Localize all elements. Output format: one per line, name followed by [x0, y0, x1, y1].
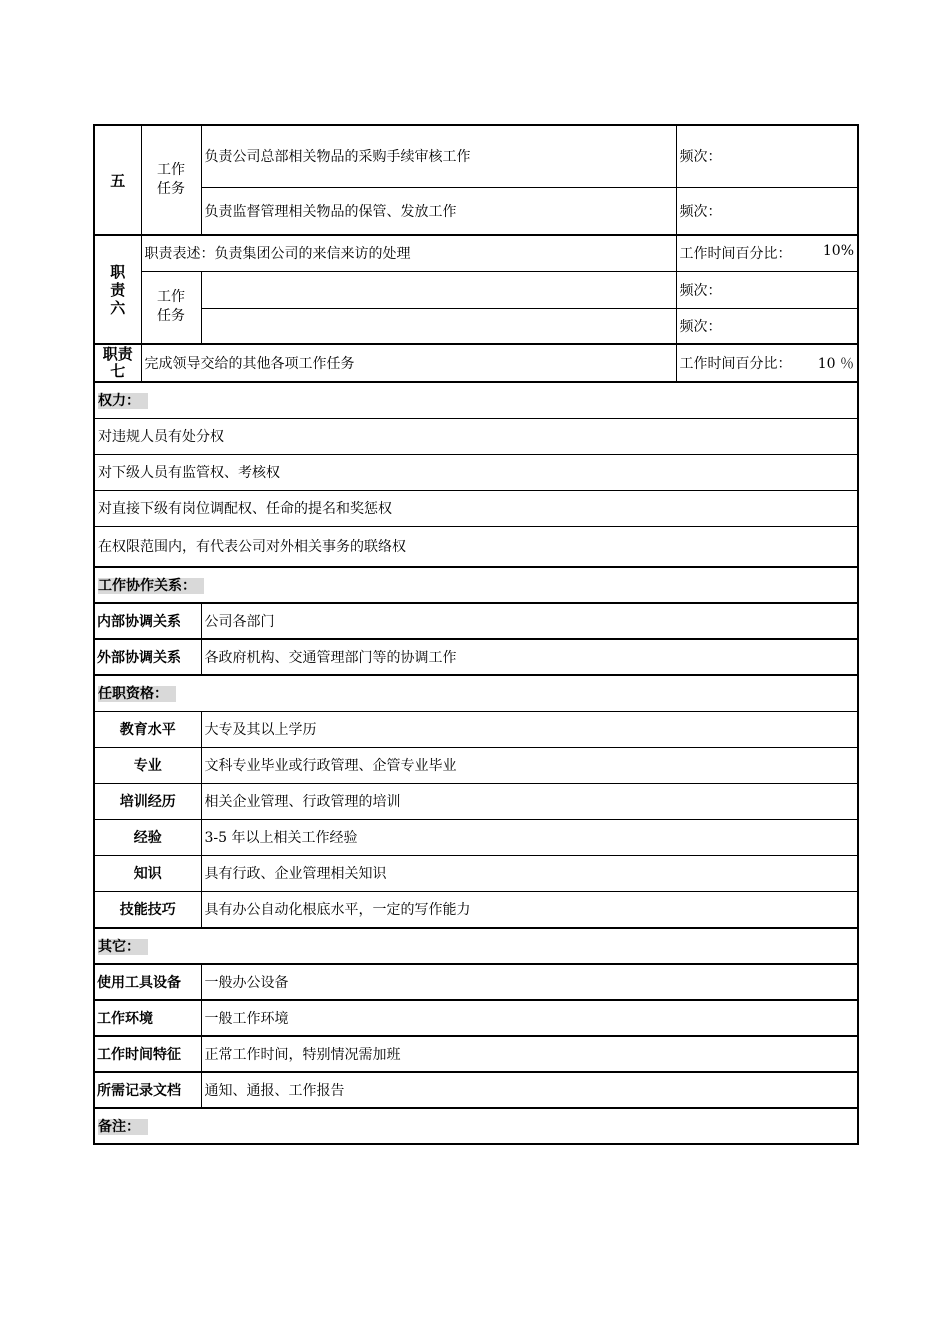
- duty6-task-label: 工作 任务: [141, 271, 201, 344]
- relations-value: 各政府机构、交通管理部门等的协调工作: [201, 639, 858, 675]
- duty7-row: [94, 344, 858, 382]
- qualification-value: 相关企业管理、行政管理的培训: [201, 783, 858, 819]
- qualification-row: [94, 711, 858, 747]
- duty6-task-text: [201, 271, 676, 308]
- qualification-label: 教育水平: [94, 711, 201, 747]
- qualification-row: [94, 819, 858, 855]
- relations-section-header: [94, 567, 858, 603]
- duty6-time-percentage: 工作时间百分比： 10%: [676, 235, 858, 271]
- other-row: [94, 964, 858, 1000]
- relations-label: 外部协调关系: [94, 639, 201, 675]
- relations-title: 工作协作关系：: [94, 567, 858, 603]
- duty6-label: 职 责 六: [94, 235, 141, 344]
- duty6-description-row: [94, 235, 858, 271]
- power-item-text: 对下级人员有监管权、考核权: [94, 454, 858, 490]
- duty6-task-text: [201, 308, 676, 344]
- qualification-value: 3-5 年以上相关工作经验: [201, 819, 858, 855]
- qualification-row: [94, 891, 858, 928]
- other-row: [94, 1000, 858, 1036]
- duty7-time-percentage: 工作时间百分比： 10 ％: [676, 344, 858, 382]
- job-description-table: [93, 124, 859, 1145]
- qualification-label: 技能技巧: [94, 891, 201, 928]
- other-label: 所需记录文档: [94, 1072, 201, 1108]
- duty6-task-frequency: 频次：: [676, 271, 858, 308]
- qualifications-section-header: [94, 675, 858, 711]
- qualification-label: 培训经历: [94, 783, 201, 819]
- qualification-value: 具有行政、企业管理相关知识: [201, 855, 858, 891]
- duty5-task-row: [94, 125, 858, 187]
- qualification-row: [94, 783, 858, 819]
- power-item-text: 对违规人员有处分权: [94, 418, 858, 454]
- duty6-task-frequency: 频次：: [676, 308, 858, 344]
- other-value: 一般办公设备: [201, 964, 858, 1000]
- remarks-section: [94, 1108, 858, 1144]
- other-value: 一般工作环境: [201, 1000, 858, 1036]
- power-title: 权力：: [94, 382, 858, 418]
- relations-label: 内部协调关系: [94, 603, 201, 639]
- qualifications-title: 任职资格：: [94, 675, 858, 711]
- job-description-document: [93, 124, 857, 1145]
- other-label: 使用工具设备: [94, 964, 201, 1000]
- other-value: 通知、通报、工作报告: [201, 1072, 858, 1108]
- duty5-task-row: [94, 187, 858, 235]
- duty7-description: 完成领导交给的其他各项工作任务: [141, 344, 676, 382]
- relations-row: [94, 639, 858, 675]
- duty5-task-frequency: 频次：: [676, 187, 858, 235]
- duty5-task-label: 工作 任务: [141, 125, 201, 235]
- power-item: [94, 490, 858, 526]
- power-item: [94, 454, 858, 490]
- relations-row: [94, 603, 858, 639]
- qualification-row: [94, 855, 858, 891]
- other-title: 其它：: [94, 928, 858, 964]
- qualification-row: [94, 747, 858, 783]
- other-label: 工作时间特征: [94, 1036, 201, 1072]
- other-section-header: [94, 928, 858, 964]
- other-value: 正常工作时间，特别情况需加班: [201, 1036, 858, 1072]
- duty6-description: 职责表述：负责集团公司的来信来访的处理: [141, 235, 676, 271]
- relations-value: 公司各部门: [201, 603, 858, 639]
- other-row: [94, 1036, 858, 1072]
- remarks-title: 备注：: [94, 1108, 858, 1144]
- duty6-task-row: [94, 308, 858, 344]
- duty5-task-text: 负责监督管理相关物品的保管、发放工作: [201, 187, 676, 235]
- duty5-number: 五: [94, 125, 141, 235]
- qualification-value: 大专及其以上学历: [201, 711, 858, 747]
- qualification-label: 知识: [94, 855, 201, 891]
- qualification-value: 文科专业毕业或行政管理、企管专业毕业: [201, 747, 858, 783]
- qualification-value: 具有办公自动化根底水平，一定的写作能力: [201, 891, 858, 928]
- other-label: 工作环境: [94, 1000, 201, 1036]
- duty7-label: 职责 七: [94, 344, 141, 382]
- power-item: [94, 418, 858, 454]
- power-item-text: 对直接下级有岗位调配权、任命的提名和奖惩权: [94, 490, 858, 526]
- duty5-task-text: 负责公司总部相关物品的采购手续审核工作: [201, 125, 676, 187]
- power-section-header: [94, 382, 858, 418]
- qualification-label: 专业: [94, 747, 201, 783]
- power-item-text: 在权限范围内，有代表公司对外相关事务的联络权: [94, 526, 858, 567]
- duty5-task-frequency: 频次：: [676, 125, 858, 187]
- qualification-label: 经验: [94, 819, 201, 855]
- power-item: [94, 526, 858, 567]
- other-row: [94, 1072, 858, 1108]
- duty6-task-row: [94, 271, 858, 308]
